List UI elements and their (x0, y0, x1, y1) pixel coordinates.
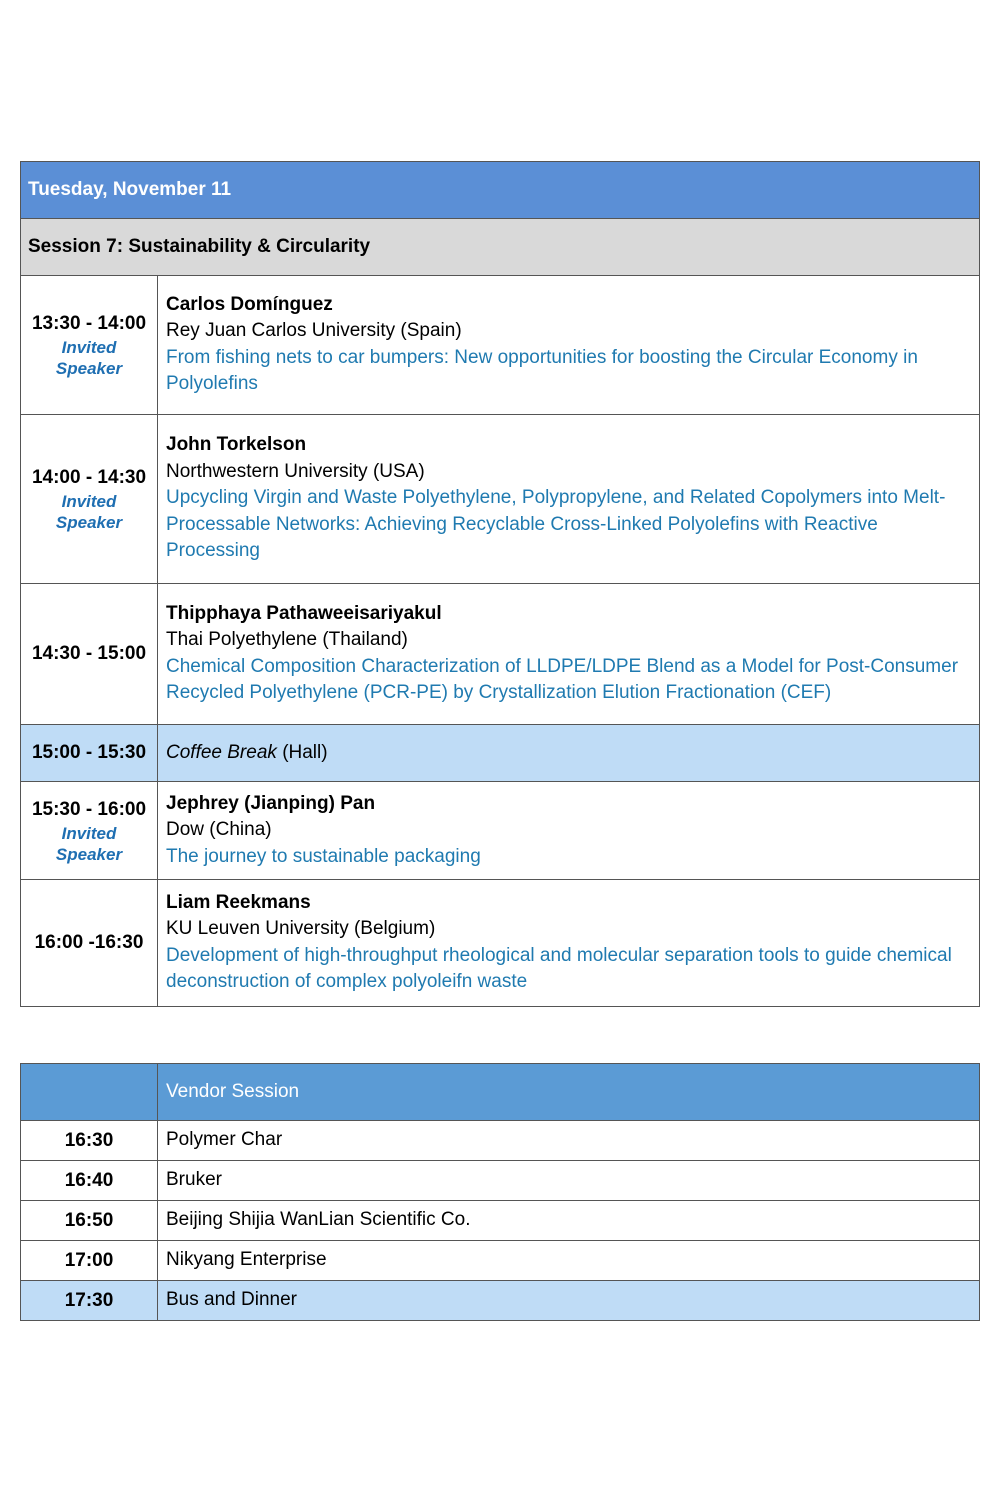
invited-label: Invited (61, 823, 117, 843)
speaker-name: Jephrey (Jianping) Pan (166, 792, 376, 814)
dinner-row (21, 1281, 980, 1321)
speaker-name: John Torkelson (166, 434, 307, 456)
invited-label: Invited (61, 492, 117, 511)
invited-label: Invited (61, 338, 117, 357)
talk-title: The journey to sustainable packaging (166, 845, 481, 867)
talk-time-cell (21, 782, 158, 880)
speaker-affiliation: Rey Juan Carlos University (Spain) (166, 320, 462, 341)
talk-row (21, 880, 980, 1007)
vendor-name: Bus and Dinner (158, 1281, 980, 1321)
talk-row (21, 415, 980, 584)
talk-time: 14:30 - 15:00 (31, 643, 147, 664)
vendor-name: Nikyang Enterprise (158, 1241, 980, 1281)
vendor-row (21, 1241, 980, 1281)
talk-row (21, 584, 980, 725)
talk-details (158, 584, 980, 725)
speaker-affiliation: Thai Polyethylene (Thailand) (166, 629, 408, 650)
speaker-label: Speaker (55, 513, 123, 532)
speaker-affiliation: Dow (China) (166, 819, 272, 841)
session-schedule-table (20, 161, 980, 1007)
talk-time-cell (21, 276, 158, 415)
vendor-header-row (21, 1064, 980, 1121)
talk-row (21, 276, 980, 415)
vendor-name: Beijing Shijia WanLian Scientific Co. (158, 1201, 980, 1241)
talk-title: Upcycling Virgin and Waste Polyethylene, Polypropylene, and Related Copolymers into Melt-Processable Networks: Achieving Recyclable Cross-Linked Polyolefins with Reactive Processing (166, 487, 946, 562)
talk-title: From fishing nets to car bumpers: New opportunities for boosting the Circular Economy in Polyolefins (166, 346, 918, 394)
vendor-session-table (20, 1063, 980, 1321)
talk-row (21, 782, 980, 880)
session-title: Session 7: Sustainability & Circularity (21, 219, 980, 276)
talk-time: 14:00 - 14:30 (31, 467, 147, 488)
coffee-break-row (21, 725, 980, 782)
vendor-time: 17:30 (21, 1281, 158, 1321)
talk-time: 13:30 - 14:00 (31, 313, 147, 334)
speaker-affiliation: KU Leuven University (Belgium) (166, 918, 436, 939)
talk-time: 15:30 - 16:00 (31, 798, 147, 820)
talk-details (158, 880, 980, 1007)
vendor-row (21, 1201, 980, 1241)
speaker-name: Liam Reekmans (166, 891, 311, 913)
talk-details (158, 782, 980, 880)
vendor-header: Vendor Session (158, 1064, 980, 1121)
break-time: 15:00 - 15:30 (21, 725, 158, 782)
talk-time-cell (21, 880, 158, 1007)
vendor-name: Bruker (158, 1161, 980, 1201)
vendor-row (21, 1121, 980, 1161)
talk-time-cell (21, 415, 158, 584)
talk-time: 16:00 -16:30 (34, 932, 144, 953)
day-header-row (21, 162, 980, 219)
vendor-time: 16:50 (21, 1201, 158, 1241)
vendor-time: 16:40 (21, 1161, 158, 1201)
vendor-time: 16:30 (21, 1121, 158, 1161)
vendor-name: Polymer Char (158, 1121, 980, 1161)
talk-details (158, 276, 980, 415)
talk-title: Development of high-throughput rheological and molecular separation tools to guide chemical deconstruction of complex polyoleifn waste (166, 944, 952, 992)
day-header: Tuesday, November 11 (21, 162, 980, 219)
speaker-label: Speaker (55, 844, 123, 864)
vendor-header-blank (21, 1064, 158, 1121)
vendor-row (21, 1161, 980, 1201)
session-header-row (21, 219, 980, 276)
break-details (158, 725, 980, 782)
speaker-name: Thipphaya Pathaweeisariyakul (166, 602, 442, 624)
speaker-name: Carlos Domínguez (166, 293, 333, 315)
talk-time-cell (21, 584, 158, 725)
break-location: (Hall) (282, 741, 328, 763)
break-label: Coffee Break (166, 741, 277, 763)
speaker-affiliation: Northwestern University (USA) (166, 460, 425, 482)
talk-title: Chemical Composition Characterization of LLDPE/LDPE Blend as a Model for Post-Consumer Recycled Polyethylene (PCR-PE) by Crystallization Elution Fractionation (CEF) (166, 655, 959, 703)
speaker-label: Speaker (55, 359, 123, 378)
talk-details (158, 415, 980, 584)
vendor-time: 17:00 (21, 1241, 158, 1281)
